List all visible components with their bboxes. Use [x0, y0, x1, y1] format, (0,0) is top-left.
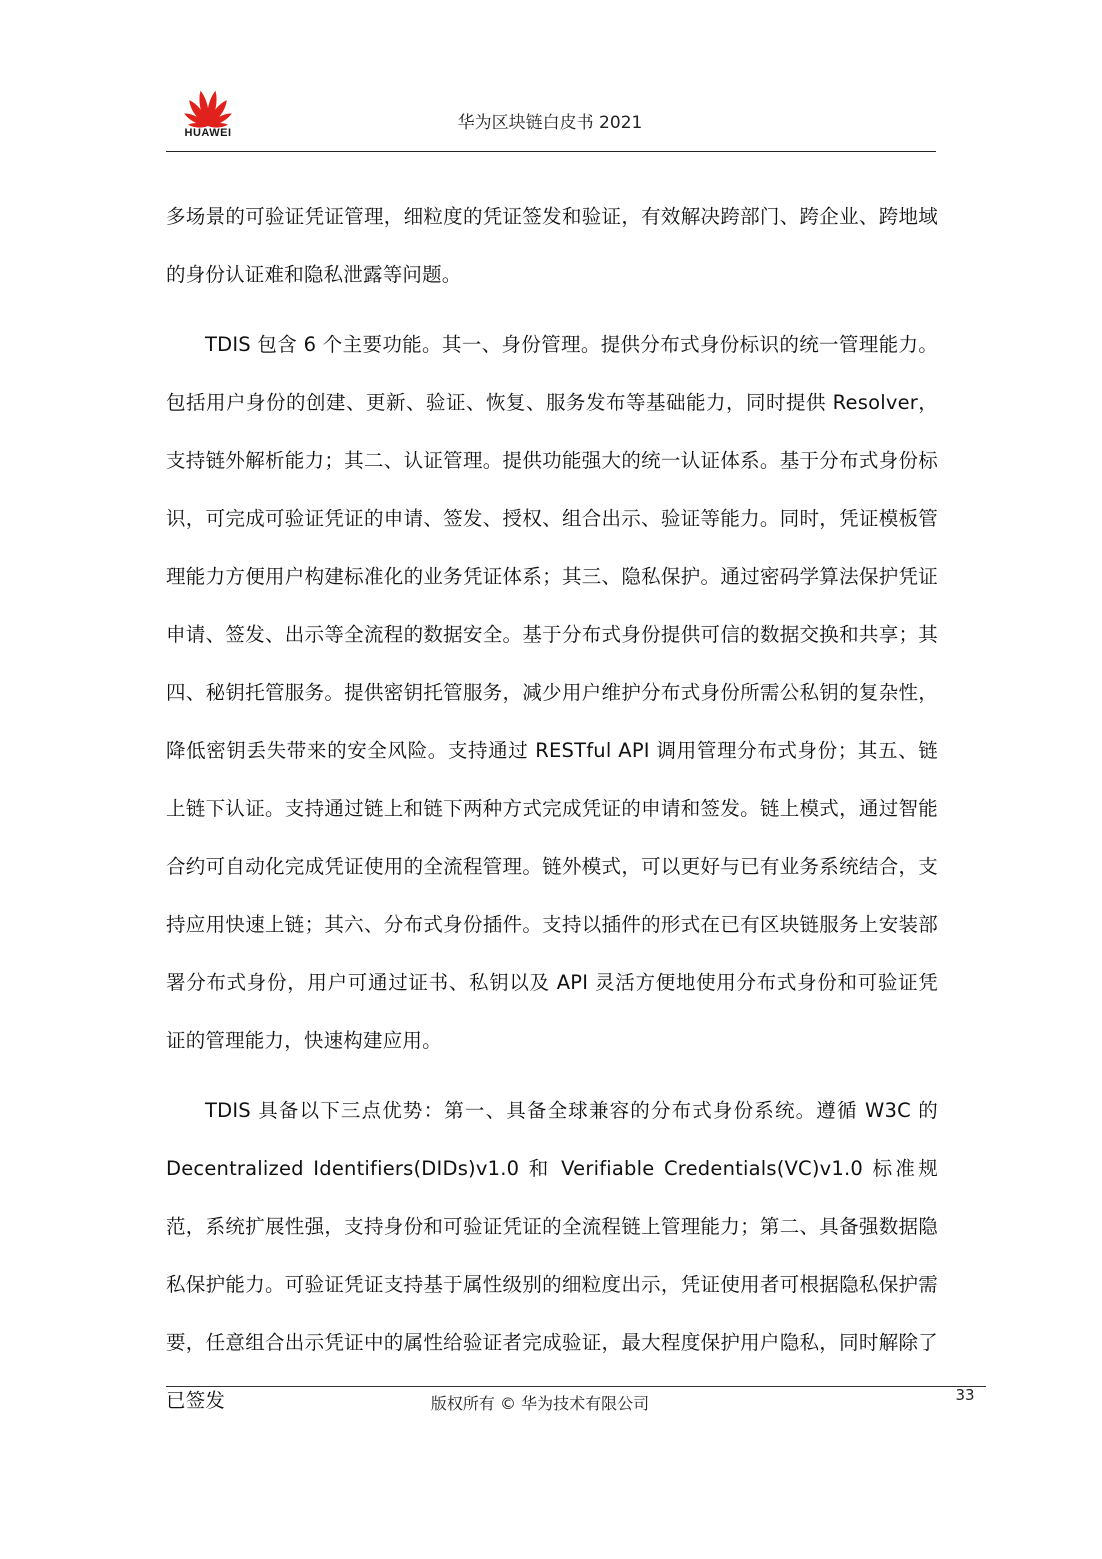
header-divider	[166, 151, 936, 152]
logo-wordmark: HUAWEI	[184, 127, 232, 139]
document-body	[166, 188, 938, 1430]
huawei-flower-icon	[176, 86, 240, 128]
paragraph-functions: TDIS 包含 6 个主要功能。其一、身份管理。提供分布式身份标识的统一管理能力。包括用户身份的创建、更新、验证、恢复、服务发布等基础能力，同时提供 Resolver，支持链外解析能力；其二、认证管理。提供功能强大的统一认证体系。基于分布式身份标识，可完成可验证凭证的申请、签发、授权、组合出示、验证等能力。同时，凭证模板管理能力方便用户构建标准化的业务凭证体系；其三、隐私保护。通过密码学算法保护凭证申请、签发、出示等全流程的数据安全。基于分布式身份提供可信的数据交换和共享；其四、秘钥托管服务。提供密钥托管服务，减少用户维护分布式身份所需公私钥的复杂性，降低密钥丢失带来的安全风险。支持通过 RESTful API 调用管理分布式身份；其五、链上链下认证。支持通过链上和链下两种方式完成凭证的申请和签发。链上模式，通过智能合约可自动化完成凭证使用的全流程管理。链外模式，可以更好与已有业务系统结合，支持应用快速上链；其六、分布式身份插件。支持以插件的形式在已有区块链服务上安装部署分布式身份，用户可通过证书、私钥以及 API 灵活方便地使用分布式身份和可验证凭证的管理能力，快速构建应用。	[166, 333, 938, 1052]
header-title: 华为区块链白皮书 2021	[457, 113, 643, 133]
huawei-logo	[176, 86, 240, 144]
footer-copyright: 版权所有 © 华为技术有限公司	[430, 1394, 650, 1413]
footer-divider	[166, 1386, 986, 1387]
paragraph-intro: 多场景的可验证凭证管理，细粒度的凭证签发和验证，有效解决跨部门、跨企业、跨地域的身份认证难和隐私泄露等问题。	[166, 205, 938, 286]
paragraph-advantages: TDIS 具备以下三点优势：第一、具备全球兼容的分布式身份系统。遵循 W3C 的 Decentralized Identifiers(DIDs)v1.0 和 Verifiable Credentials(VC)v1.0 标准规范，系统扩展性强，支持身份和可验证凭证的全流程链上管理能力；第二、具备强数据隐私保护能力。可验证凭证支持基于属性级别的细粒度出示，凭证使用者可根据隐私保护需要，任意组合出示凭证中的属性给验证者完成验证，最大程度保护用户隐私，同时解除了已签发	[166, 1099, 938, 1412]
page-number: 33	[955, 1386, 975, 1404]
